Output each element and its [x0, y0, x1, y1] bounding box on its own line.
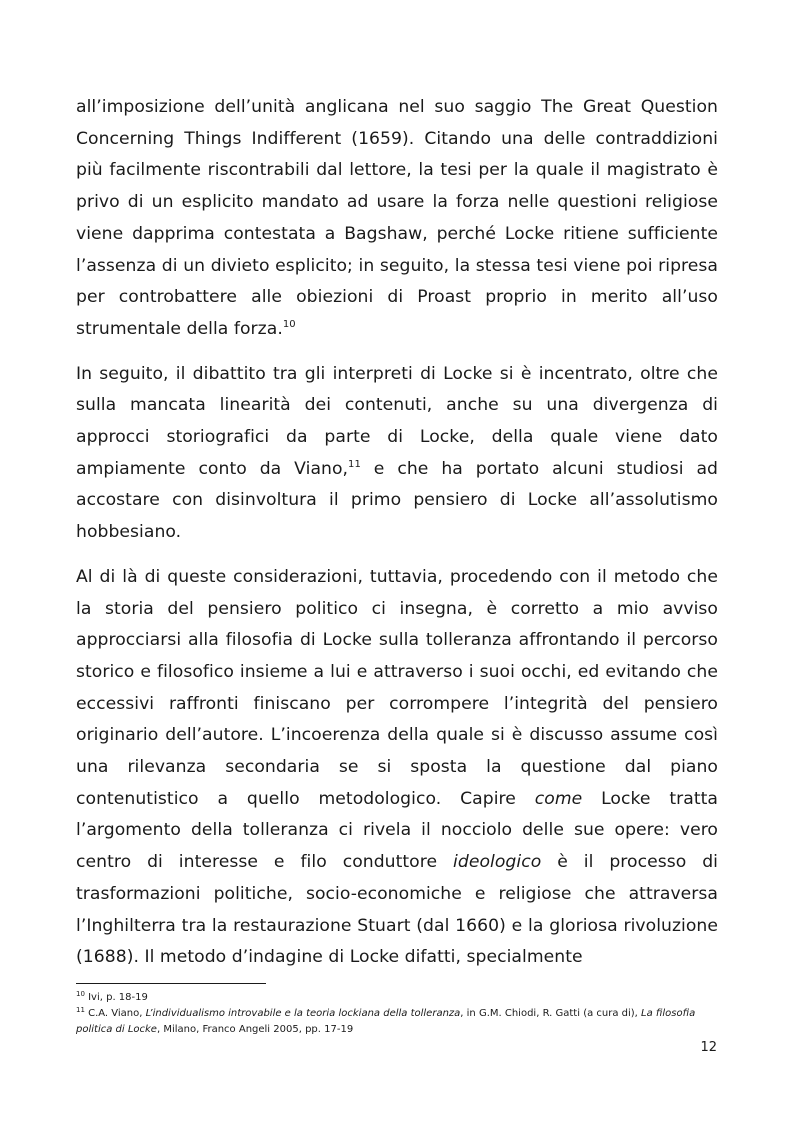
footnote-11-text-a: C.A. Viano,	[84, 1008, 146, 1019]
paragraph-3-text-c: è il processo di trasformazioni politiche, socio-economiche e religiose che attraversa l’Inghilterra tra la restaurazione Stuart (dal 1660) e la gloriosa rivoluzione (1688). Il metodo d’indagine di Locke difatti, specialmente	[76, 852, 718, 968]
footnote-10-text: Ivi, p. 18-19	[84, 992, 148, 1003]
footnote-separator	[76, 983, 266, 984]
footnote-ref-10: 10	[282, 318, 296, 330]
paragraph-3-text-a: Al di là di queste considerazioni, tuttavia, procedendo con il metodo che la storia del pensiero politico ci insegna, è corretto a mio avviso approcciarsi alla filosofia di Locke sulla tolleranza affrontando il percorso storico e filosofico insieme a lui e attraverso i suoi occhi, ed evitando che eccessivi raffronti finiscano per corrompere l’integrità del pensiero originario dell’autore. L’incoerenza della quale si è discusso assume così una rilevanza secondaria se si sposta la questione dal piano contenutistico a quello metodologico. Capire	[76, 566, 718, 809]
paragraph-3	[76, 562, 718, 974]
footnote-10	[76, 990, 718, 1006]
paragraph-2-text-b: e che ha portato alcuni studiosi ad accostare con disinvoltura il primo pensiero di Locke all’assolutismo hobbesiano.	[76, 458, 718, 543]
footnote-11-title-2: La filosofia politica di Locke	[76, 1008, 696, 1035]
body-text	[76, 92, 718, 987]
paragraph-1-text: all’imposizione dell’unità anglicana nel suo saggio The Great Question Concerning Things Indifferent (1659). Citando una delle contraddizioni più facilmente riscontrabili dal lettore, la tesi per la quale il magistrato è privo di un esplicito mandato ad usare la forza nelle questioni religiose viene dapprima contestata a Bagshaw, perché Locke ritiene sufficiente l’assenza di un divieto esplicito; in seguito, la stessa tesi viene poi ripresa per controbattere alle obiezioni di Proast proprio in merito all’uso strumentale della forza.	[76, 97, 718, 339]
footnote-ref-11: 11	[348, 458, 361, 470]
footnote-11-text-c: , Milano, Franco Angeli 2005, pp. 17-19	[156, 1024, 354, 1035]
footnote-11-text-b: , in G.M. Chiodi, R. Gatti (a cura di),	[460, 1008, 642, 1019]
paragraph-1	[76, 92, 718, 346]
paragraph-3-italic-come: come	[534, 788, 583, 809]
footnote-11-title-1: L’individualismo introvabile e la teoria lockiana della tolleranza	[145, 1008, 461, 1019]
paragraph-2	[76, 359, 718, 549]
paragraph-3-italic-ideologico: ideologico	[453, 852, 542, 873]
footnote-10-number: 10	[76, 990, 85, 998]
footnote-11-number: 11	[76, 1006, 85, 1014]
paragraph-2-text-a: In seguito, il dibattito tra gli interpreti di Locke si è incentrato, oltre che sulla mancata linearità dei contenuti, anche su una divergenza di approcci storiografici da parte di Locke, della quale viene dato ampiamente conto da Viano,	[76, 363, 718, 479]
footnote-11	[76, 1006, 718, 1038]
paragraph-3-text-b: Locke tratta l’argomento della tolleranza ci rivela il nocciolo delle sue opere: vero centro di interesse e filo conduttore	[76, 788, 718, 873]
footnotes	[76, 990, 718, 1038]
page-number: 12	[700, 1040, 717, 1055]
